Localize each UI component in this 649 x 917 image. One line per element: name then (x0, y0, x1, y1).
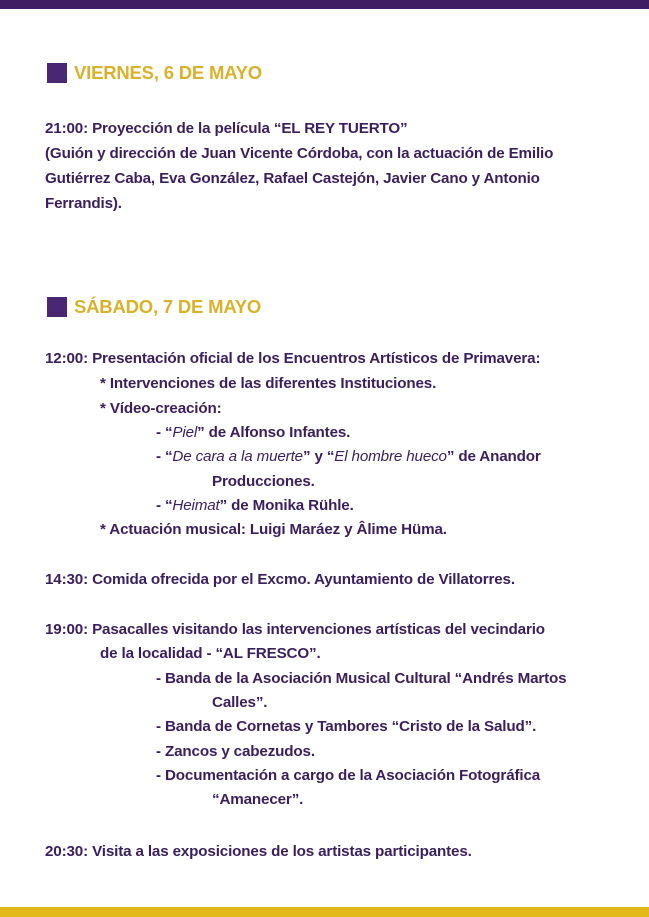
band-item: - Banda de la Asociación Musical Cultural “Andrés Martos (156, 670, 567, 687)
band-item: - Zancos y cabezudos. (156, 743, 315, 760)
heading-friday (47, 62, 262, 84)
band-item: - Documentación a cargo de la Asociación Fotográfica (156, 767, 541, 784)
friday-event-line: Gutiérrez Caba, Eva González, Rafael Castejón, Javier Cano y Antonio (45, 170, 540, 187)
event-2030: 20:30: Visita a las exposiciones de los artistas participantes. (45, 843, 472, 860)
video-item-anandor-cont: Producciones. (212, 473, 315, 490)
band-item-cont: Calles”. (212, 694, 268, 711)
event-1200: 12:00: Presentación oficial de los Encuentros Artísticos de Primavera: (45, 350, 541, 367)
event-1200-item: * Actuación musical: Luigi Maráez y Âlime Hüma. (100, 521, 447, 538)
video-item-piel: - “Piel” de Alfonso Infantes. (156, 424, 351, 441)
heading-saturday (47, 296, 261, 318)
event-1900-cont: de la localidad - “AL FRESCO”. (100, 645, 321, 662)
video-item-heimat: - “Heimat” de Monika Rühle. (156, 497, 354, 514)
friday-event-line: 21:00: Proyección de la película “EL REY TUERTO” (45, 120, 408, 137)
top-color-bar (0, 0, 649, 9)
event-1200-item: * Vídeo-creación: (100, 400, 222, 417)
friday-event-line: (Guión y dirección de Juan Vicente Córdoba, con la actuación de Emilio (45, 145, 554, 162)
bottom-color-bar (0, 907, 649, 917)
video-item-anandor: - “De cara a la muerte” y “El hombre hueco” de Anandor (156, 448, 541, 465)
event-1200-item: * Intervenciones de las diferentes Instituciones. (100, 375, 437, 392)
heading-friday-text: VIERNES, 6 DE MAYO (74, 62, 262, 83)
event-1430: 14:30: Comida ofrecida por el Excmo. Ayuntamiento de Villatorres. (45, 571, 515, 588)
band-item: - Banda de Cornetas y Tambores “Cristo de la Salud”. (156, 718, 537, 735)
friday-event-line: Ferrandis). (45, 195, 122, 212)
event-1900: 19:00: Pasacalles visitando las intervenciones artísticas del vecindario (45, 621, 545, 638)
heading-saturday-text: SÁBADO, 7 DE MAYO (74, 296, 262, 317)
band-item-cont: “Amanecer”. (212, 791, 304, 808)
heading-square-icon (47, 63, 67, 83)
heading-square-icon (47, 297, 67, 317)
